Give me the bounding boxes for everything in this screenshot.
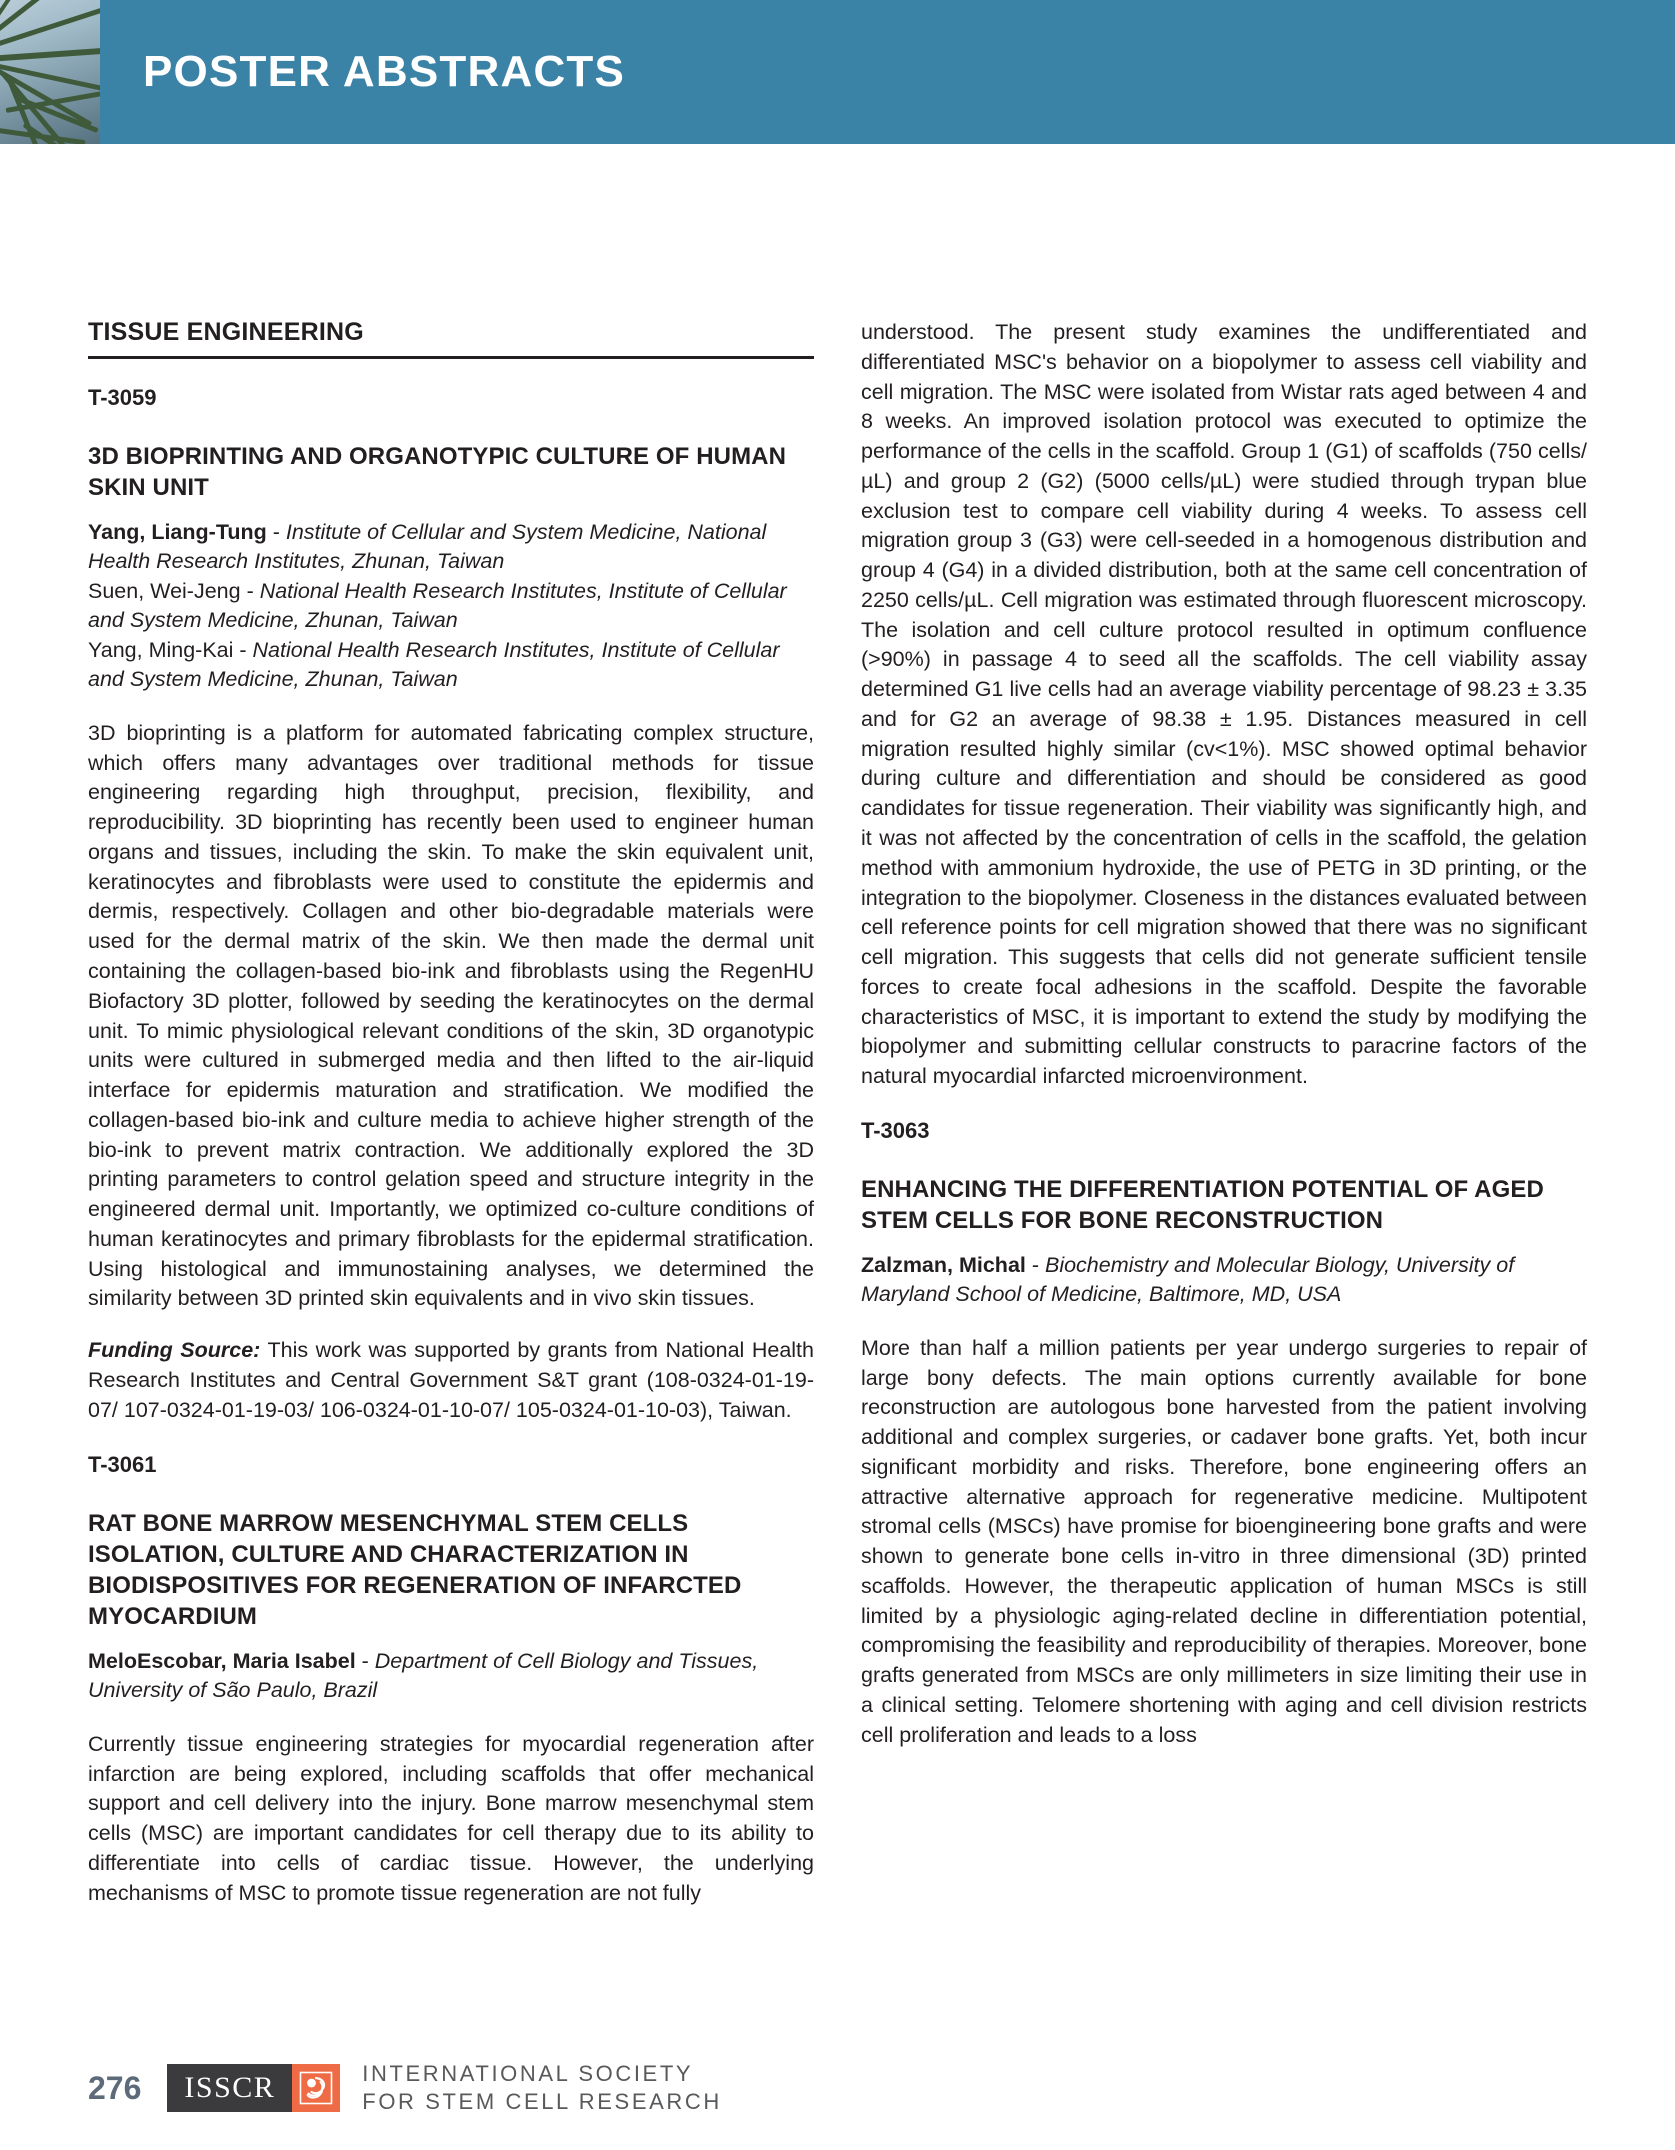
abstract-title: ENHANCING THE DIFFERENTIATION POTENTIAL OF AGED STEM CELLS FOR BONE RECONSTRUCTION [861, 1176, 1544, 1235]
author-name: Yang, Ming-Kai [88, 637, 234, 662]
funding-source-label: Funding Source: [88, 1338, 261, 1363]
abstract-id: T-3061 [88, 1451, 157, 1477]
left-column [88, 318, 814, 1908]
spiral-cells-icon [292, 2064, 340, 2112]
author-list: Zalzman, Michal - Biochemistry and Molecular Biology, University of Maryland School of Medicine, Baltimore, MD, USA [861, 1252, 1515, 1307]
author-affiliation: Department of Cell Biology and Tissues, University of São Paulo, Brazil [88, 1648, 759, 1703]
author-name: Suen, Wei-Jeng [88, 578, 241, 603]
page-footer [88, 2061, 722, 2114]
section-heading-tissue-engineering: TISSUE ENGINEERING [88, 318, 814, 359]
page-number: 276 [88, 2070, 142, 2106]
header-banner [100, 0, 1675, 144]
author-list: MeloEscobar, Maria Isabel - Department of Cell Biology and Tissues, University of São Paulo, Brazil [88, 1648, 759, 1703]
abstract-body: Currently tissue engineering strategies for myocardial regeneration after infarction are being explored, including scaffolds that offer mechanical support and cell delivery into the injury. Bone marrow mesenchymal stem cells (MSC) are important candidates for cell therapy due to its ability to differentiate into cells of cardiac tissue. However, the underlying mechanisms of MSC to promote tissue regeneration are not fully [88, 1731, 814, 1905]
page-title: POSTER ABSTRACTS [143, 47, 626, 96]
isscr-wordmark: ISSCR [167, 2064, 292, 2112]
abstract-t-3059 [88, 385, 814, 1426]
author-name: MeloEscobar, Maria Isabel [88, 1648, 356, 1673]
funding-source [88, 1336, 814, 1425]
author-affiliation: National Health Research Institutes, Institute of Cellular and System Medicine, Zhunan, Taiwan [88, 637, 780, 692]
isscr-logo-mark [167, 2064, 340, 2112]
author-name: Zalzman, Michal [861, 1252, 1026, 1277]
abstract-id: T-3059 [88, 384, 157, 410]
organization-name [362, 2061, 722, 2114]
two-column-content [88, 318, 1588, 1908]
author-affiliation: Institute of Cellular and System Medicine, National Health Research Institutes, Zhunan, Taiwan [88, 519, 767, 574]
abstract-title: RAT BONE MARROW MESENCHYMAL STEM CELLS ISOLATION, CULTURE AND CHARACTERIZATION IN BIODISPOSITIVES FOR REGENERATION OF INFARCTED MYOCARDIUM [88, 1509, 742, 1631]
org-line-1: INTERNATIONAL SOCIETY [362, 2061, 694, 2087]
page-header [0, 0, 1675, 144]
isscr-logo [167, 2061, 722, 2114]
abstract-body: More than half a million patients per year undergo surgeries to repair of large bony defects. The main options currently available for bone reconstruction are autologous bone harvested from the patient involving additional and complex surgeries, or cadaver bone grafts. Yet, both incur significant morbidity and risks. Therefore, bone engineering offers an attractive alternative approach for regenerative medicine. Multipotent stromal cells (MSCs) have promise for bioengineering bone grafts and were shown to generate bone cells in-vitro in three dimensional (3D) printed scaffolds. However, the therapeutic application of human MSCs is still limited by a physiologic aging-related decline in differentiation potential, compromising the feasibility and reproducibility of therapies. Moreover, bone grafts generated from MSCs are only millimeters in size limiting their use in a clinical setting. Telomere shortening with aging and cell division restricts cell proliferation and leads to a loss [861, 1335, 1587, 1747]
abstract-title: 3D BIOPRINTING AND ORGANOTYPIC CULTURE OF HUMAN SKIN UNIT [88, 443, 787, 502]
abstract-id: T-3063 [861, 1117, 930, 1143]
author-name: Yang, Liang-Tung [88, 519, 267, 544]
org-line-2: FOR STEM CELL RESEARCH [362, 2089, 722, 2114]
abstract-t-3063 [861, 1118, 1587, 1751]
funding-source-text: This work was supported by grants from National Health Research Institutes and Central Government S&T grant (108-0324-01-19-07/ 107-0324-01-19-03/ 106-0324-01-10-07/ 105-0324-01-10-03), Taiwan. [88, 1338, 814, 1422]
abstract-body: 3D bioprinting is a platform for automated fabricating complex structure, which offers many advantages over traditional methods for tissue engineering regarding high throughput, precision, flexibility, and reproducibility. 3D bioprinting has recently been used to engineer human organs and tissues, including the skin. To make the skin equivalent unit, keratinocytes and fibroblasts were used to constitute the epidermis and dermis, respectively. Collagen and other bio-degradable materials were used for the dermal matrix of the skin. We then made the dermal unit containing the collagen-based bio-ink and fibroblasts using the RegenHU Biofactory 3D plotter, followed by seeding the keratinocytes on the dermal unit. To mimic physiological relevant conditions of the skin, 3D organotypic units were cultured in submerged media and then lifted to the air-liquid interface for epidermis maturation and stratification. We modified the collagen-based bio-ink and culture media to achieve higher strength of the bio-ink to prevent matrix contraction. We additionally explored the 3D printing parameters to control gelation speed and structure integrity in the engineered dermal unit. Importantly, we optimized co-culture conditions of human keratinocytes and primary fibroblasts for the epidermal stratification. Using histological and immunostaining analyses, we determined the similarity between 3D printed skin equivalents and in vivo skin tissues. [88, 720, 814, 1311]
abstract-t-3061 [88, 1452, 814, 1909]
abstract-body-continuation: understood. The present study examines the undifferentiated and differentiated MSC's behavior on a biopolymer to assess cell viability and cell migration. The MSC were isolated from Wistar rats aged between 4 and 8 weeks. An improved isolation protocol was executed to optimize the performance of the cells in the scaffold. Group 1 (G1) of scaffolds (750 cells/µL) and group 2 (G2) (5000 cells/µL) were studied through trypan blue exclusion test to compare cell viability during 4 weeks. To assess cell migration group 3 (G3) were cell-seeded in a homogenous distribution and group 4 (G4) in a divided distribution, both at the same cell concentration of 2250 cells/µL. Cell migration was estimated through fluorescent microscopy. The isolation and cell culture protocol resulted in optimum confluence (>90%) in passage 4 to seed all the scaffolds. The cell viability assay determined G1 live cells had an average viability percentage of 98.23 ± 3.35 and for G2 an average of 98.38 ± 1.95. Distances measured in cell migration resulted highly similar (cv<1%). MSC showed optimal behavior during culture and differentiation and should be considered as good candidates for tissue regeneration. Their viability was significantly high, and it was not affected by the concentration of cells in the scaffold, the gelation method with ammonium hydroxide, the use of PETG in 3D printing, or the integration to the biopolymer. Closeness in the distances evaluated between cell reference points for cell migration showed that there was no significant cell migration. This suggests that cells did not generate sufficient tensile forces to create focal adhesions in the scaffold. Despite the favorable characteristics of MSC, it is important to extend the study by modifying the biopolymer and submitting cellular constructs to paracrine factors of the natural myocardial infarcted microenvironment. [861, 320, 1587, 1089]
author-list: Yang, Liang-Tung - Institute of Cellular and System Medicine, National Health Research Institutes, Zhunan, Taiwan Suen, Wei-Jeng - National Health Research Institutes, Institute of Cellular and System Medicine, Zhunan, Taiwan Yang, Ming-Kai - National Health Research Institutes, Institute of Cellular and System Medicine, Zhunan, Taiwan [88, 519, 787, 692]
palm-tree-photo [0, 0, 100, 144]
author-affiliation: Biochemistry and Molecular Biology, University of Maryland School of Medicine, Baltimore, MD, USA [861, 1252, 1515, 1307]
author-affiliation: National Health Research Institutes, Institute of Cellular and System Medicine, Zhunan, Taiwan [88, 578, 787, 633]
right-column [861, 318, 1587, 1908]
